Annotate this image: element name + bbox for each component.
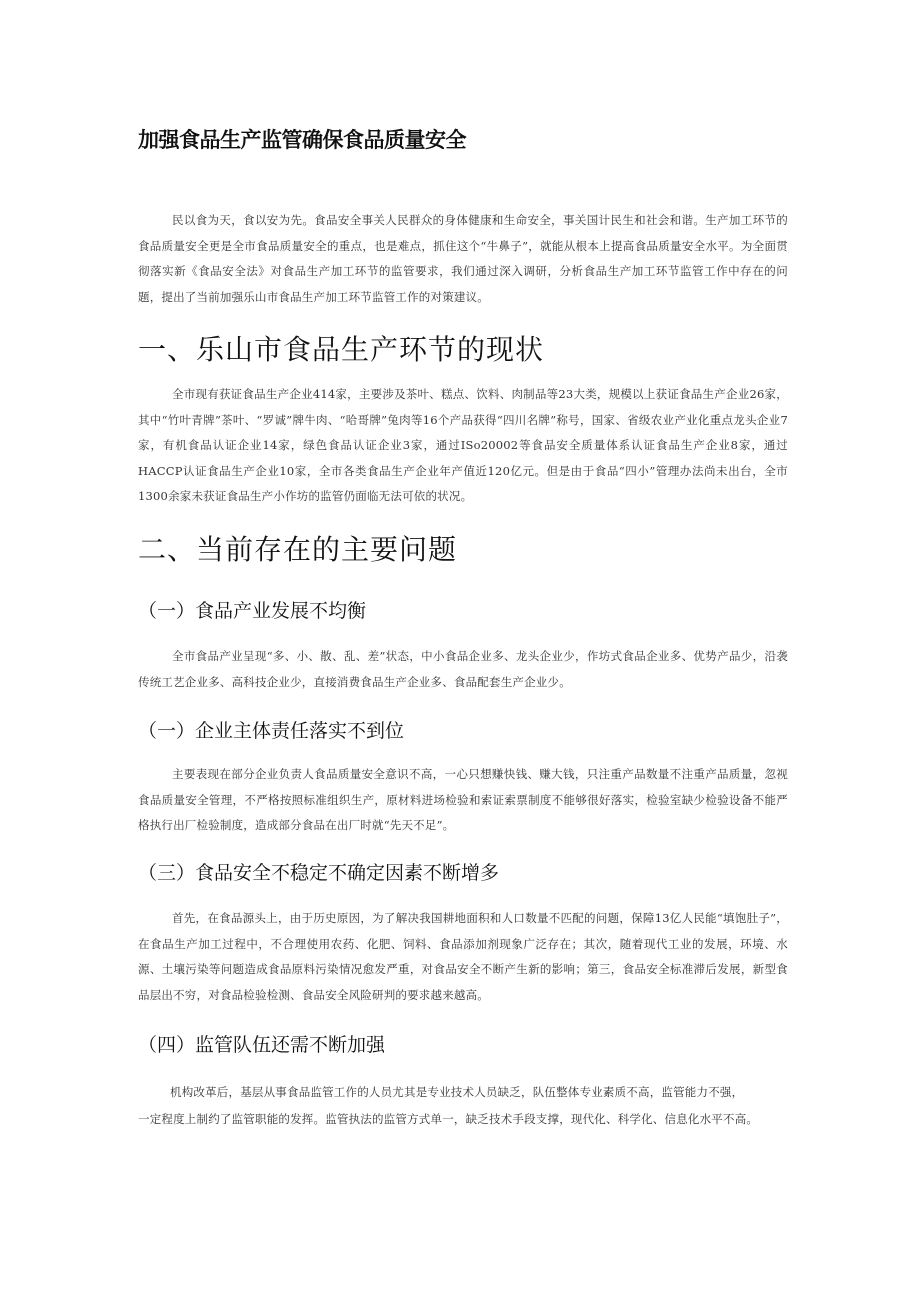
- section-1-heading: 一、乐山市食品生产环节的现状: [138, 333, 545, 366]
- subsection-4-heading: （四）监管队伍还需不断加强: [138, 1034, 386, 1056]
- subsection-4-line-2: 一定程度上制约了监管职能的发挥。监管执法的监管方式单一，缺乏技术手段支撑，现代化、科学化、信息化水平不高。: [138, 1112, 759, 1126]
- subsection-2-heading: （一）企业主体责任落实不到位: [138, 720, 405, 742]
- subsection-1-heading: （一）食品产业发展不均衡: [138, 600, 367, 622]
- subsection-1-paragraph: 全市食品产业呈现“多、小、散、乱、差”状态，中小食品企业多、龙头企业少，作坊式食品企业多、优势产品少，沿袭传统工艺企业多、高科技企业少，直接消费食品生产企业多、食品配套生产企业少。: [138, 649, 788, 689]
- section-2-heading: 二、当前存在的主要问题: [138, 533, 458, 566]
- subsection-3-heading: （三）食品安全不稳定不确定因素不断增多: [138, 862, 500, 884]
- subsection-3-paragraph: 首先，在食品源头上，由于历史原因，为了解决我国耕地面积和人口数量不匹配的问题，保障13亿人民能“填饱肚子”，在食品生产加工过程中，不合理使用农药、化肥、饲料、食品添加剂现象广泛存在；其次，随着现代工业的发展，环境、水源、土壤污染等问题造成食品原料污染情况愈发严重，对食品安全不断产生新的影响；第三，食品安全标准滞后发展，新型食品层出不穷，对食品检验检测、食品安全风险研判的要求越来越高。: [138, 911, 788, 1002]
- document-title: 加强食品生产监管确保食品质量安全: [138, 128, 466, 152]
- subsection-4-line-1: 机构改革后，基层从事食品监管工作的人员尤其是专业技术人员缺乏，队伍整体专业素质不高，监管能力不强，: [170, 1085, 744, 1099]
- subsection-2-paragraph: 主要表现在部分企业负责人食品质量安全意识不高，一心只想赚快钱、赚大钱，只注重产品数量不注重产品质量，忽视食品质量安全管理，不严格按照标准组织生产，原材料进场检验和索证索票制度不能够很好落实，检验室缺少检验设备不能严格执行出厂检验制度，造成部分食品在出厂时就“先天不足”。: [138, 767, 788, 832]
- section-1-paragraph: 全市现有获证食品生产企业414家，主要涉及茶叶、糕点、饮料、肉制品等23大类，规模以上获证食品生产企业26家，其中“竹叶青牌”茶叶、“罗诚”牌牛肉、“哈哥牌”兔肉等16个产品获得“四川名牌”称号，国家、省级农业产业化重点龙头企业7家，有机食品认证企业14家，绿色食品认证企业3家，通过ISo20002等食品安全质量体系认证食品生产企业8家，通过HACCP认证食品生产企业10家，全市各类食品生产企业年产值近120亿元。但是由于食品“四小”管理办法尚未出台，全市1300余家未获证食品生产小作坊的监管仍面临无法可依的状况。: [138, 387, 788, 503]
- intro-paragraph: 民以食为天，食以安为先。食品安全事关人民群众的身体健康和生命安全，事关国计民生和社会和谐。生产加工环节的食品质量安全更是全市食品质量安全的重点，也是难点，抓住这个“牛鼻子”，就能从根本上提高食品质量安全水平。为全面贯彻落实新《食品安全法》对食品生产加工环节的监管要求，我们通过深入调研，分析食品生产加工环节监管工作中存在的问题，提出了当前加强乐山市食品生产加工环节监管工作的对策建议。: [138, 213, 788, 304]
